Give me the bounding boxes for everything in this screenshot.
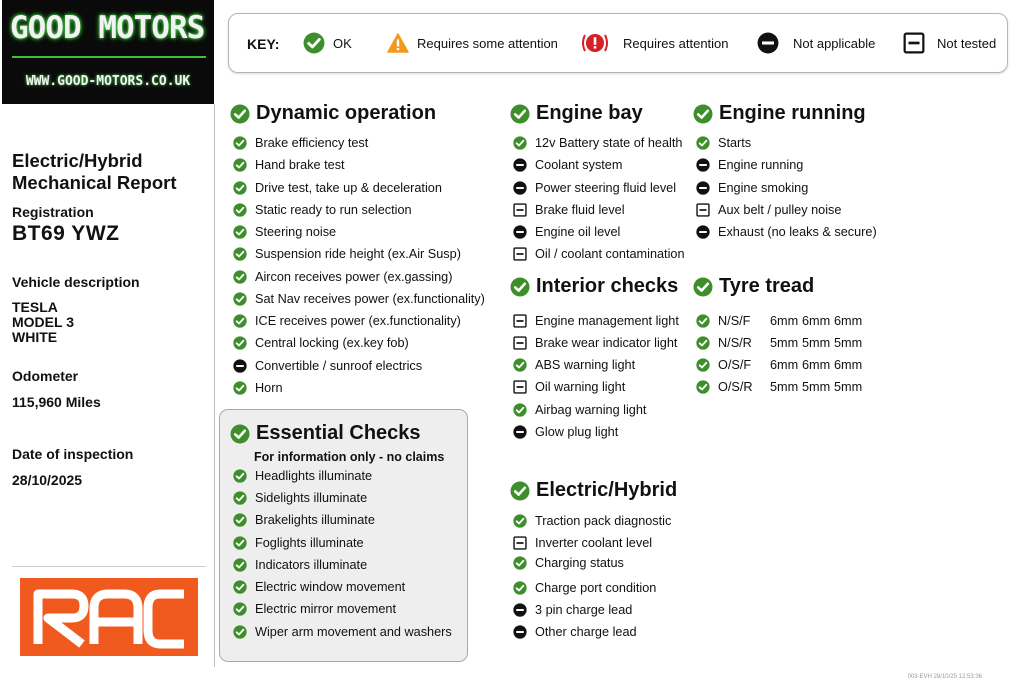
- key-item-not-tested: [903, 30, 996, 56]
- check-circle-icon: [233, 513, 247, 527]
- check-circle-icon: [513, 403, 527, 417]
- check-circle-icon: [233, 292, 247, 306]
- check-circle-icon: [513, 556, 527, 570]
- tread-depth: 6mm: [770, 358, 799, 372]
- minus-circle-icon: [513, 603, 527, 617]
- tread-depth: 6mm: [834, 314, 863, 328]
- alert-circle-icon: [581, 32, 609, 54]
- check-item: [513, 554, 624, 572]
- vehicle-colour: WHITE: [12, 329, 58, 345]
- check-item-label: Brakelights illuminate: [255, 513, 375, 527]
- check-item-label: Airbag warning light: [535, 403, 647, 417]
- check-circle-icon: [513, 136, 527, 150]
- tyre-tread-row: [696, 334, 866, 352]
- check-item-label: Oil warning light: [535, 380, 626, 394]
- check-item-label: Brake wear indicator light: [535, 336, 678, 350]
- check-item-label: Charge port condition: [535, 581, 657, 595]
- minus-square-icon: [513, 314, 527, 328]
- minus-square-icon: [513, 536, 527, 550]
- check-item-label: ABS warning light: [535, 358, 636, 372]
- check-item: [233, 268, 452, 286]
- check-circle-icon: [696, 314, 710, 328]
- key-item-not-applicable: [757, 30, 875, 56]
- check-item-label: Foglights illuminate: [255, 536, 364, 550]
- minus-circle-icon: [696, 225, 710, 239]
- key-item-label: Requires attention: [623, 35, 729, 51]
- tread-depth: 5mm: [802, 336, 831, 350]
- vehicle-description-label: Vehicle description: [12, 274, 140, 290]
- key-item-label: OK: [333, 35, 352, 51]
- check-item-label: Aircon receives power (ex.gassing): [255, 270, 453, 284]
- check-item-label: 3 pin charge lead: [535, 603, 633, 617]
- key-item-some-attention: [387, 30, 558, 56]
- check-item: [696, 156, 803, 174]
- check-item-label: Exhaust (no leaks & secure): [718, 225, 877, 239]
- minus-square-icon: [903, 32, 925, 54]
- section-heading-electric: [510, 479, 677, 502]
- minus-circle-icon: [513, 158, 527, 172]
- check-circle-icon: [233, 625, 247, 639]
- check-item-label: Headlights illuminate: [255, 469, 373, 483]
- check-item-label: Suspension ride height (ex.Air Susp): [255, 247, 461, 261]
- check-item: [513, 534, 652, 552]
- check-item: [513, 401, 646, 419]
- check-item: [513, 156, 622, 174]
- check-item-label: Engine oil level: [535, 225, 621, 239]
- tyre-position: N/S/F: [718, 314, 751, 328]
- check-item: [233, 556, 367, 574]
- check-item-label: Starts: [718, 136, 752, 150]
- check-item: [696, 201, 841, 219]
- tyre-tread-row: [696, 356, 866, 374]
- check-item: [696, 134, 751, 152]
- check-item: [233, 467, 372, 485]
- check-item: [233, 334, 409, 352]
- check-item: [513, 312, 679, 330]
- check-circle-icon: [233, 181, 247, 195]
- check-item-label: Power steering fluid level: [535, 181, 677, 195]
- section-heading-interior: [510, 275, 678, 298]
- check-item-label: Brake efficiency test: [255, 136, 369, 150]
- check-item-label: Sat Nav receives power (ex.functionality): [255, 292, 485, 306]
- registration-label: Registration: [12, 204, 94, 220]
- check-circle-icon: [233, 491, 247, 505]
- section-heading-engine-running: [693, 102, 866, 125]
- check-item-label: Brake fluid level: [535, 203, 625, 217]
- check-item-label: Horn: [255, 381, 283, 395]
- check-item-label: Convertible / sunroof electrics: [255, 359, 423, 373]
- check-item-label: Sidelights illuminate: [255, 491, 368, 505]
- check-circle-icon: [233, 314, 247, 328]
- status-key: [228, 13, 1008, 73]
- check-item: [233, 134, 368, 152]
- check-item: [513, 579, 656, 597]
- tyre-position: N/S/R: [718, 336, 752, 350]
- check-item: [513, 179, 676, 197]
- check-circle-icon: [233, 381, 247, 395]
- inspection-date-label: Date of inspection: [12, 446, 134, 462]
- sidebar-rule: [12, 566, 206, 567]
- essential-checks-note: For information only - no claims: [254, 450, 445, 464]
- tyre-tread-row: [696, 312, 866, 330]
- check-circle-icon: [513, 581, 527, 595]
- check-item-label: Charging status: [535, 556, 624, 570]
- check-item: [233, 290, 485, 308]
- odometer-label: Odometer: [12, 368, 79, 384]
- check-item-label: ICE receives power (ex.functionality): [255, 314, 461, 328]
- check-item: [513, 356, 635, 374]
- registration-value: BT69 YWZ: [12, 222, 120, 245]
- rac-logo: [20, 578, 198, 656]
- check-item: [513, 601, 632, 619]
- report-title: Electric/Hybrid Mechanical Report: [12, 150, 177, 193]
- tread-depth: 5mm: [770, 336, 799, 350]
- tread-depth: 6mm: [802, 314, 831, 328]
- section-title: Tyre tread: [719, 275, 815, 297]
- tread-depth: 5mm: [770, 380, 799, 394]
- section-check-icon: [510, 481, 530, 501]
- sidebar-divider: [214, 104, 215, 667]
- check-circle-icon: [233, 336, 247, 350]
- tyre-position: O/S/R: [718, 380, 753, 394]
- check-circle-icon: [696, 358, 710, 372]
- check-circle-icon: [696, 336, 710, 350]
- check-circle-icon: [233, 225, 247, 239]
- section-title: Electric/Hybrid: [536, 479, 678, 501]
- tread-depth: 5mm: [834, 336, 863, 350]
- check-circle-icon: [233, 469, 247, 483]
- tread-depth: 5mm: [802, 380, 831, 394]
- tyre-position: O/S/F: [718, 358, 752, 372]
- minus-circle-icon: [513, 181, 527, 195]
- key-label: KEY:: [247, 36, 280, 52]
- check-circle-icon: [513, 358, 527, 372]
- check-item: [233, 357, 422, 375]
- logo-url: WWW.GOOD-MOTORS.CO.UK: [25, 74, 191, 89]
- check-circle-icon: [696, 380, 710, 394]
- section-heading-tyre-tread: [693, 275, 814, 298]
- logo-rule: [12, 56, 206, 58]
- section-title: Engine bay: [536, 102, 643, 124]
- check-item: [513, 423, 618, 441]
- check-item-label: Traction pack diagnostic: [535, 514, 672, 528]
- check-item-label: Steering noise: [255, 225, 337, 239]
- key-item-ok: [303, 30, 352, 56]
- minus-square-icon: [513, 336, 527, 350]
- check-item: [233, 534, 364, 552]
- minus-square-icon: [513, 380, 527, 394]
- minus-circle-icon: [696, 181, 710, 195]
- good-motors-logo: [2, 0, 214, 104]
- check-item-label: Drive test, take up & deceleration: [255, 181, 442, 195]
- check-item-label: Oil / coolant contamination: [535, 247, 685, 261]
- check-circle-icon: [513, 514, 527, 528]
- check-item: [696, 179, 808, 197]
- key-item-label: Requires some attention: [417, 35, 558, 51]
- check-item: [696, 223, 877, 241]
- inspection-date-value: 28/10/2025: [12, 472, 83, 488]
- check-item: [233, 379, 283, 397]
- section-title: Dynamic operation: [256, 102, 437, 124]
- tread-depth: 6mm: [834, 358, 863, 372]
- minus-circle-icon: [233, 359, 247, 373]
- section-heading-dynamic: [230, 102, 436, 125]
- check-circle-icon: [233, 136, 247, 150]
- section-check-icon: [510, 277, 530, 297]
- minus-circle-icon: [513, 425, 527, 439]
- vehicle-model: MODEL 3: [12, 314, 74, 330]
- logo-title: GOOD MOTORS: [10, 10, 205, 46]
- check-item-label: Engine running: [718, 158, 804, 172]
- check-item-label: Inverter coolant level: [535, 536, 653, 550]
- tread-depth: 5mm: [834, 380, 863, 394]
- minus-circle-icon: [757, 32, 779, 54]
- tyre-tread-row: [696, 378, 866, 396]
- minus-square-icon: [513, 203, 527, 217]
- check-item-label: Central locking (ex.key fob): [255, 336, 409, 350]
- check-item: [233, 245, 461, 263]
- check-circle-icon: [303, 32, 325, 54]
- section-check-icon: [693, 104, 713, 124]
- check-item: [233, 156, 345, 174]
- minus-square-icon: [696, 203, 710, 217]
- check-item-label: Static ready to run selection: [255, 203, 412, 217]
- check-circle-icon: [233, 247, 247, 261]
- check-item: [233, 600, 396, 618]
- key-item-label: Not tested: [937, 35, 997, 51]
- check-item: [513, 378, 625, 396]
- section-check-icon: [693, 277, 713, 297]
- section-check-icon: [510, 104, 530, 124]
- check-item-label: Other charge lead: [535, 625, 637, 639]
- check-item: [513, 245, 685, 263]
- check-item-label: Aux belt / pulley noise: [718, 203, 842, 217]
- rac-wordmark: [20, 578, 198, 656]
- check-circle-icon: [233, 270, 247, 284]
- section-heading-essential: [230, 422, 421, 445]
- minus-circle-icon: [513, 625, 527, 639]
- minus-circle-icon: [696, 158, 710, 172]
- footer-stamp: 003-EVH 28/10/25 12:53:36: [907, 674, 982, 680]
- check-item-label: Glow plug light: [535, 425, 619, 439]
- section-title: Interior checks: [536, 275, 679, 297]
- check-circle-icon: [233, 203, 247, 217]
- check-circle-icon: [233, 558, 247, 572]
- check-circle-icon: [233, 602, 247, 616]
- key-item-attention: [581, 30, 729, 56]
- check-item-label: Coolant system: [535, 158, 623, 172]
- tread-depth: 6mm: [802, 358, 831, 372]
- check-item: [233, 223, 336, 241]
- section-title: Essential Checks: [256, 422, 421, 444]
- check-item: [233, 489, 367, 507]
- check-item: [233, 201, 412, 219]
- check-item: [513, 201, 625, 219]
- check-item-label: Engine smoking: [718, 181, 809, 195]
- check-item-label: Wiper arm movement and washers: [255, 625, 452, 639]
- odometer-value: 115,960 Miles: [12, 394, 101, 410]
- check-circle-icon: [696, 136, 710, 150]
- check-item-label: Indicators illuminate: [255, 558, 368, 572]
- section-title: Engine running: [719, 102, 866, 124]
- minus-circle-icon: [513, 225, 527, 239]
- minus-square-icon: [513, 247, 527, 261]
- warning-triangle-icon: [387, 32, 409, 54]
- check-circle-icon: [233, 580, 247, 594]
- section-check-icon: [230, 424, 250, 444]
- check-item: [233, 312, 461, 330]
- check-item: [233, 578, 405, 596]
- key-item-label: Not applicable: [793, 35, 876, 51]
- check-item: [233, 511, 375, 529]
- section-check-icon: [230, 104, 250, 124]
- check-item: [513, 223, 620, 241]
- check-item: [513, 623, 637, 641]
- vehicle-make: TESLA: [12, 299, 58, 315]
- check-item: [513, 512, 671, 530]
- check-item-label: Electric mirror movement: [255, 602, 396, 616]
- section-heading-engine-bay: [510, 102, 643, 125]
- check-circle-icon: [233, 158, 247, 172]
- check-item: [513, 134, 682, 152]
- check-item-label: Engine management light: [535, 314, 679, 328]
- check-item: [233, 179, 442, 197]
- check-circle-icon: [233, 536, 247, 550]
- tread-depth: 6mm: [770, 314, 799, 328]
- check-item-label: Hand brake test: [255, 158, 345, 172]
- check-item: [233, 623, 452, 641]
- check-item-label: 12v Battery state of health: [535, 136, 683, 150]
- check-item-label: Electric window movement: [255, 580, 406, 594]
- check-item: [513, 334, 677, 352]
